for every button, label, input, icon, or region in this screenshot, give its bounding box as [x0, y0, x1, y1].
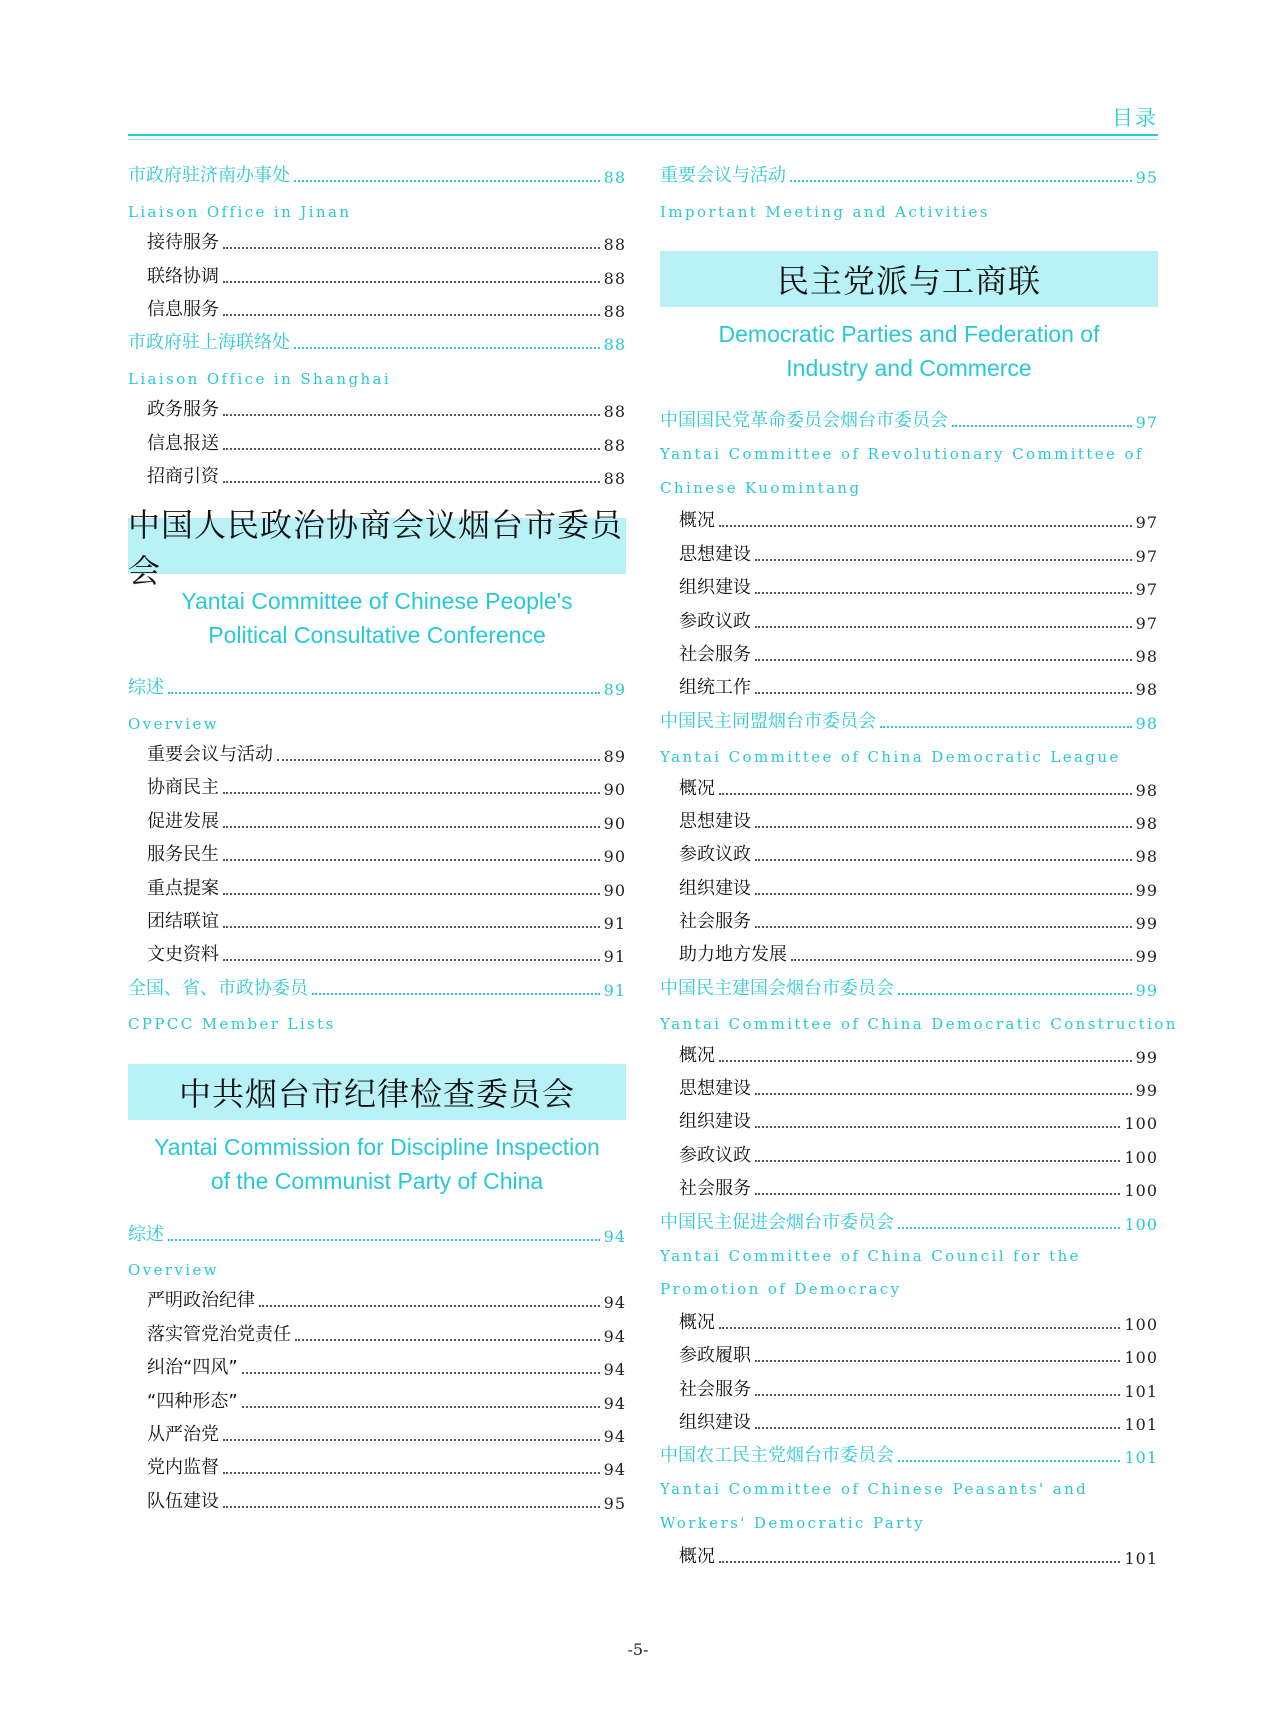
toc-english-title [128, 705, 626, 738]
dot-leader [223, 1472, 600, 1474]
toc-page-number: 88 [603, 468, 626, 488]
toc-page-number: 95 [1135, 168, 1158, 188]
toc-entry-label: Liaison Office in Jinan [128, 202, 352, 221]
toc-entry-label: 全国、省、市政协委员 [128, 977, 308, 999]
toc-english-title [660, 739, 1158, 772]
toc-english-title [128, 360, 626, 393]
dot-leader [312, 993, 600, 995]
section-english-line: Industry and Commerce [786, 354, 1032, 381]
toc-section-entry[interactable] [128, 160, 626, 193]
toc-entry-label: 参政议政 [679, 844, 751, 866]
dot-leader [277, 759, 600, 761]
toc-block [660, 160, 1158, 227]
toc-section-entry[interactable] [128, 672, 626, 705]
dot-leader [168, 1239, 600, 1241]
toc-page-number: 99 [1135, 1081, 1158, 1101]
toc-page-number: 88 [603, 168, 626, 188]
toc-page-number: 98 [1135, 646, 1158, 666]
toc-page-number: 88 [603, 235, 626, 255]
toc-page-number: 100 [1124, 1314, 1158, 1334]
dot-leader [755, 893, 1132, 895]
toc-entry[interactable] [128, 1285, 626, 1318]
dot-leader [952, 425, 1132, 427]
toc-english-title: Yantai Committee of Revolutionary Committee of Chinese Kuomintang [660, 445, 1144, 497]
toc-page-number: 88 [603, 301, 626, 321]
toc-entry[interactable] [128, 739, 626, 772]
dot-leader [755, 1093, 1132, 1095]
section-banner-discipline: 中共烟台市纪律检查委员会 [128, 1064, 626, 1120]
toc-entry-label: 严明政治纪律 [147, 1290, 255, 1312]
toc-entry-label: 党内监督 [147, 1457, 219, 1479]
toc-entry-label: 思想建设 [679, 543, 751, 565]
toc-entry[interactable] [128, 260, 626, 293]
toc-page-number: 90 [603, 847, 626, 867]
toc-entry-label: 接待服务 [147, 232, 219, 254]
toc-entry-label: Yantai Committee of China Democratic League [660, 748, 1121, 767]
toc-english-title [128, 1006, 626, 1039]
dot-leader [223, 826, 600, 828]
toc-entry-label: 从严治党 [147, 1423, 219, 1445]
dot-leader [223, 448, 600, 450]
dot-leader [755, 1394, 1120, 1396]
toc-section-entry[interactable] [660, 1440, 1158, 1473]
toc-entry[interactable] [660, 505, 1158, 538]
toc-entry-label: Overview [128, 714, 220, 733]
toc-entry[interactable] [128, 294, 626, 327]
toc-entry[interactable] [128, 1419, 626, 1452]
toc-page-number: 97 [1135, 546, 1158, 566]
toc-entry-label: 重要会议与活动 [660, 165, 786, 187]
toc-entry[interactable] [128, 1352, 626, 1385]
toc-entry[interactable] [128, 1318, 626, 1351]
toc-entry-label: 服务民生 [147, 844, 219, 866]
toc-entry[interactable] [660, 1540, 1158, 1573]
toc-entry-label: Overview [128, 1260, 220, 1279]
toc-block [660, 405, 1178, 1574]
toc-entry[interactable] [660, 672, 1158, 705]
toc-page-number: 100 [1124, 1181, 1158, 1201]
dot-leader [755, 626, 1132, 628]
toc-entry-label: 组织建设 [679, 1111, 751, 1133]
toc-entry-label: 联络协调 [147, 265, 219, 287]
section-english-title [128, 1130, 626, 1198]
dot-leader [755, 659, 1132, 661]
toc-page-number: 91 [603, 914, 626, 934]
toc-entry[interactable] [128, 939, 626, 972]
toc-entry-label: 中国农工民主党烟台市委员会 [660, 1445, 894, 1467]
toc-block [128, 1218, 626, 1519]
toc-page-number: 89 [603, 747, 626, 767]
toc-entry[interactable] [660, 839, 1158, 872]
toc-entry-label: 助力地方发展 [679, 944, 787, 966]
toc-page-number: 100 [1124, 1114, 1158, 1134]
section-english-line: Yantai Commission for Discipline Inspection [154, 1134, 600, 1161]
toc-page-number: 99 [1135, 1047, 1158, 1067]
toc-entry[interactable] [128, 839, 626, 872]
toc-page-number: 97 [1135, 580, 1158, 600]
toc-entry-label: 信息服务 [147, 298, 219, 320]
toc-entry-label: 促进发展 [147, 810, 219, 832]
dot-leader [223, 792, 600, 794]
toc-left-column [128, 160, 626, 1519]
toc-page-number: 101 [1124, 1381, 1158, 1401]
toc-page-number: 88 [603, 402, 626, 422]
toc-page-number: 100 [1124, 1348, 1158, 1368]
toc-entry[interactable] [660, 639, 1158, 672]
toc-page-number: 100 [1124, 1147, 1158, 1167]
toc-entry-label: 参政议政 [679, 610, 751, 632]
toc-entry-label: Liaison Office in Shanghai [128, 369, 392, 388]
toc-entry-label: 政务服务 [147, 399, 219, 421]
toc-entry[interactable] [660, 1073, 1158, 1106]
dot-leader [223, 926, 600, 928]
toc-section-entry[interactable] [128, 972, 626, 1005]
toc-entry-label: Yantai Committee of China Democratic Construction [660, 1015, 1178, 1034]
toc-entry-label: 思想建设 [679, 810, 751, 832]
toc-page-number: 101 [1124, 1548, 1158, 1568]
toc-entry-label: 中国民主促进会烟台市委员会 [660, 1211, 894, 1233]
toc-entry-label: 概况 [679, 510, 715, 532]
dot-leader [719, 793, 1132, 795]
toc-page-number: 97 [1135, 413, 1158, 433]
toc-entry-label: 社会服务 [679, 911, 751, 933]
dot-leader [719, 1327, 1120, 1329]
section-banner-cppcc: 中国人民政治协商会议烟台市委员会 [128, 518, 626, 574]
dot-leader [755, 859, 1132, 861]
toc-entry-label: 协商民主 [147, 777, 219, 799]
dot-leader [755, 826, 1132, 828]
toc-entry[interactable] [660, 605, 1158, 638]
toc-section-entry[interactable] [660, 972, 1158, 1005]
toc-entry-label: “四种形态” [147, 1390, 238, 1412]
toc-page-number: 97 [1135, 613, 1158, 633]
header-rule-thin [128, 139, 1158, 140]
toc-page-number: 90 [603, 813, 626, 833]
toc-entry-label: 市政府驻济南办事处 [128, 165, 290, 187]
dot-leader [294, 347, 600, 349]
toc-page-number: 98 [1135, 680, 1158, 700]
section-english-line: Democratic Parties and Federation of [718, 320, 1100, 347]
dot-leader [791, 959, 1132, 961]
toc-entry-label: 市政府驻上海联络处 [128, 332, 290, 354]
toc-entry[interactable] [660, 906, 1158, 939]
dot-leader [755, 1360, 1120, 1362]
dot-leader [755, 1193, 1120, 1195]
section-banner-parties: 民主党派与工商联 [660, 251, 1158, 307]
toc-entry-label: 纠治“四风” [147, 1357, 238, 1379]
dot-leader [719, 1060, 1132, 1062]
toc-entry-label: 参政议政 [679, 1144, 751, 1166]
dot-leader [223, 281, 600, 283]
toc-entry[interactable] [660, 1139, 1158, 1172]
toc-entry-label: 概况 [679, 777, 715, 799]
dot-leader [898, 1460, 1120, 1462]
dot-leader [790, 180, 1132, 182]
toc-entry[interactable] [660, 572, 1158, 605]
dot-leader [880, 726, 1132, 728]
toc-page-number: 89 [603, 680, 626, 700]
toc-entry-label: 组织建设 [679, 1411, 751, 1433]
toc-page-number: 98 [1135, 713, 1158, 733]
toc-entry[interactable] [660, 939, 1158, 972]
toc-page-number: 99 [1135, 980, 1158, 1000]
toc-entry-label: 文史资料 [147, 944, 219, 966]
dot-leader [755, 692, 1132, 694]
toc-page-number: 99 [1135, 880, 1158, 900]
toc-english-title [128, 1252, 626, 1285]
dot-leader [223, 859, 600, 861]
dot-leader [259, 1305, 600, 1307]
toc-page-number: 90 [603, 780, 626, 800]
toc-entry[interactable] [128, 872, 626, 905]
toc-page-number: 91 [603, 947, 626, 967]
toc-page-number: 99 [1135, 947, 1158, 967]
toc-page-number: 101 [1124, 1448, 1158, 1468]
toc-page-number: 88 [603, 268, 626, 288]
toc-page-number: 90 [603, 880, 626, 900]
toc-entry-label: 重点提案 [147, 877, 219, 899]
dot-leader [755, 1160, 1120, 1162]
toc-entry[interactable] [128, 906, 626, 939]
toc-page-number: 98 [1135, 813, 1158, 833]
page-number: -5- [627, 1640, 649, 1659]
toc-english-title [128, 193, 626, 226]
section-english-title [128, 584, 626, 652]
toc-entry-label: 综述 [128, 677, 164, 699]
dot-leader [755, 592, 1132, 594]
toc-english-title: Yantai Committee of Chinese Peasants' and Workers' Democratic Party [660, 1480, 1089, 1532]
toc-entry[interactable] [660, 772, 1158, 805]
toc-entry[interactable] [128, 1385, 626, 1418]
dot-leader [755, 559, 1132, 561]
toc-section-entry[interactable] [128, 1218, 626, 1251]
toc-block [128, 160, 626, 494]
toc-entry[interactable] [660, 806, 1158, 839]
toc-entry[interactable] [660, 1173, 1158, 1206]
page-header-title: 目录 [1112, 106, 1158, 130]
toc-english-title [660, 193, 1158, 226]
toc-page-number: 97 [1135, 513, 1158, 533]
toc-page-number: 98 [1135, 780, 1158, 800]
toc-entry[interactable] [128, 1485, 626, 1518]
toc-entry[interactable] [128, 227, 626, 260]
toc-entry[interactable] [128, 772, 626, 805]
section-english-line: Political Consultative Conference [208, 621, 546, 648]
toc-page-number: 88 [603, 335, 626, 355]
toc-entry[interactable] [660, 1407, 1158, 1440]
toc-entry[interactable] [660, 1106, 1158, 1139]
dot-leader [719, 525, 1132, 527]
dot-leader [223, 1439, 600, 1441]
toc-page-number: 94 [603, 1226, 626, 1246]
dot-leader [223, 247, 600, 249]
toc-entry-label: 组织建设 [679, 877, 751, 899]
toc-entry-label: 综述 [128, 1223, 164, 1245]
toc-entry-label: 组统工作 [679, 677, 751, 699]
toc-entry[interactable] [660, 1039, 1158, 1072]
toc-page-number: 94 [603, 1293, 626, 1313]
toc-entry-label: 中国民主同盟烟台市委员会 [660, 710, 876, 732]
toc-entry[interactable] [128, 427, 626, 460]
dot-leader [755, 1427, 1120, 1429]
toc-english-title: Yantai Committee of China Council for the Promotion of Democracy [660, 1246, 1081, 1298]
toc-entry[interactable] [660, 1306, 1158, 1339]
toc-page-number: 98 [1135, 847, 1158, 867]
toc-entry-label: 参政履职 [679, 1345, 751, 1367]
toc-entry-label: 社会服务 [679, 643, 751, 665]
dot-leader [242, 1372, 600, 1374]
toc-section-entry[interactable] [660, 405, 1158, 438]
section-english-title [660, 317, 1158, 385]
toc-block [128, 672, 626, 1039]
toc-page-number: 95 [603, 1493, 626, 1513]
dot-leader [242, 1406, 600, 1408]
toc-section-entry[interactable] [660, 1206, 1158, 1239]
dot-leader [719, 1561, 1120, 1563]
toc-entry-label: 社会服务 [679, 1378, 751, 1400]
toc-page-number: 99 [1135, 914, 1158, 934]
toc-page-number: 88 [603, 435, 626, 455]
toc-section-entry[interactable] [660, 160, 1158, 193]
toc-entry[interactable] [660, 538, 1158, 571]
dot-leader [223, 893, 600, 895]
toc-english-title [660, 1006, 1178, 1039]
toc-page-number: 94 [603, 1393, 626, 1413]
toc-page-number: 91 [603, 980, 626, 1000]
toc-entry-label: 中国国民党革命委员会烟台市委员会 [660, 410, 948, 432]
dot-leader [898, 993, 1132, 995]
toc-entry-label: 思想建设 [679, 1078, 751, 1100]
section-english-line: Yantai Committee of Chinese People's [181, 587, 573, 614]
toc-page-number: 94 [603, 1460, 626, 1480]
toc-entry-label: 概况 [679, 1311, 715, 1333]
toc-section-entry[interactable] [128, 327, 626, 360]
toc-page-number: 100 [1124, 1214, 1158, 1234]
dot-leader [755, 1126, 1120, 1128]
toc-entry-label: 中国民主建国会烟台市委员会 [660, 977, 894, 999]
toc-entry-label: 重要会议与活动 [147, 744, 273, 766]
dot-leader [295, 1339, 600, 1341]
toc-entry-label: 信息报送 [147, 432, 219, 454]
toc-entry-label: CPPCC Member Lists [128, 1015, 336, 1034]
toc-entry[interactable] [128, 1452, 626, 1485]
toc-section-entry[interactable] [660, 705, 1158, 738]
toc-page-number: 94 [603, 1426, 626, 1446]
toc-entry[interactable] [660, 1340, 1158, 1373]
toc-entry-label: 概况 [679, 1044, 715, 1066]
toc-page-number: 101 [1124, 1414, 1158, 1434]
toc-entry-label: Important Meeting and Activities [660, 202, 990, 221]
dot-leader [294, 180, 600, 182]
toc-entry[interactable] [660, 1373, 1158, 1406]
dot-leader [223, 959, 600, 961]
header-rule [128, 134, 1158, 136]
toc-entry[interactable] [128, 394, 626, 427]
toc-entry-label: 落实管党治党责任 [147, 1323, 291, 1345]
dot-leader [223, 481, 600, 483]
dot-leader [223, 1506, 600, 1508]
toc-entry-label: 社会服务 [679, 1178, 751, 1200]
toc-right-column [660, 160, 1178, 1574]
toc-entry-label: 概况 [679, 1545, 715, 1567]
toc-entry-label: 团结联谊 [147, 911, 219, 933]
toc-entry-label: 招商引资 [147, 465, 219, 487]
dot-leader [168, 692, 600, 694]
dot-leader [223, 414, 600, 416]
toc-entry[interactable] [128, 805, 626, 838]
toc-page-number: 94 [603, 1326, 626, 1346]
toc-entry[interactable] [128, 461, 626, 494]
dot-leader [223, 314, 600, 316]
toc-page-number: 94 [603, 1360, 626, 1380]
section-english-line: of the Communist Party of China [210, 1168, 544, 1195]
dot-leader [898, 1227, 1120, 1229]
toc-entry-label: 组织建设 [679, 577, 751, 599]
dot-leader [755, 926, 1132, 928]
toc-entry[interactable] [660, 872, 1158, 905]
toc-entry-label: 队伍建设 [147, 1490, 219, 1512]
